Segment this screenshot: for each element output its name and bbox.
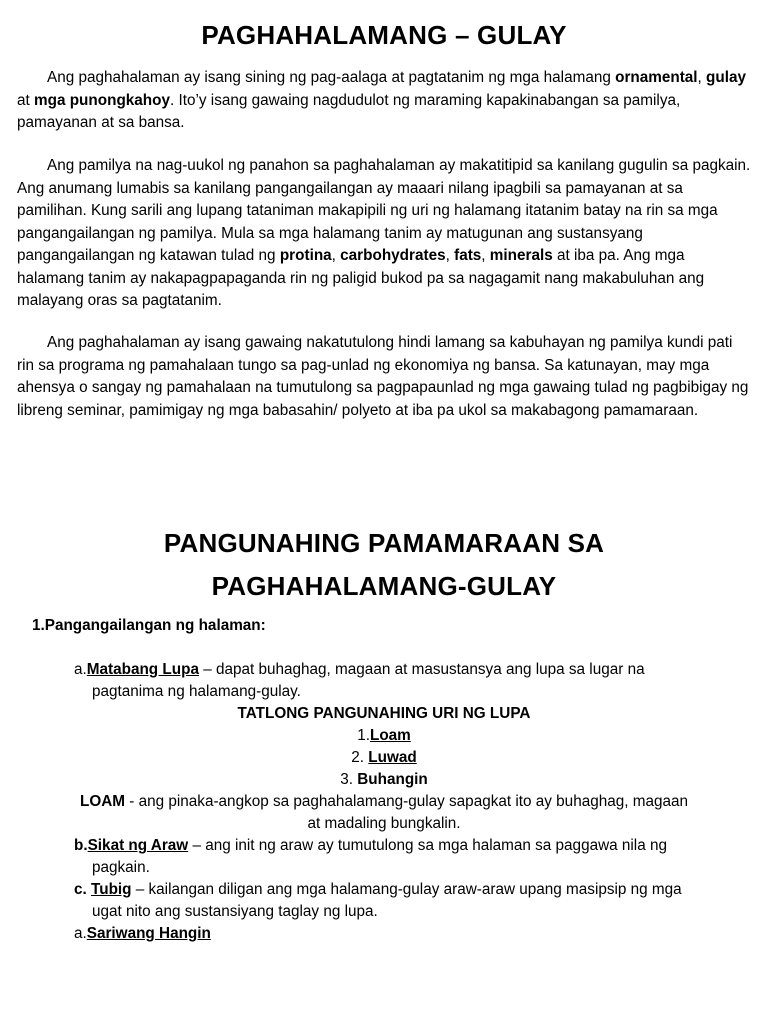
text: ,: [481, 247, 490, 264]
item-term: Sikat ng Araw: [87, 837, 189, 854]
soil-heading: TATLONG PANGUNAHING URI NG LUPA: [237, 705, 531, 722]
item-term: Matabang Lupa: [86, 661, 199, 678]
item-term: Tubig: [91, 881, 132, 898]
bold-term: gulay: [706, 69, 746, 86]
item-c-line2: ugat nito ang sustansiyang taglay ng lupa.: [92, 903, 378, 920]
text: . Ito’y isang gawaing nagdudulot ng maraming kapakinabangan sa pamilya, pamayanan at sa bansa.: [17, 91, 681, 131]
soil-name: Luwad: [368, 749, 417, 766]
bold-term: fats: [454, 247, 482, 264]
soil-item: [0, 769, 768, 791]
soil-number: 1.: [357, 727, 370, 744]
text: ,: [697, 69, 707, 86]
text: Ang paghahalaman ay isang sining ng pag-aalaga at pagtatanim ng mga halamang: [47, 69, 616, 86]
item-b-line2: pagkain.: [92, 859, 150, 876]
item-term: Sariwang Hangin: [86, 925, 211, 942]
loam-term: LOAM: [79, 793, 126, 810]
soil-number: 3.: [340, 771, 358, 788]
item-d-line1: [74, 923, 211, 945]
item-text: – kailangan diligan ang mga halamang-gulay araw-araw upang masipsip ng mga: [131, 881, 682, 898]
bold-term: ornamental: [615, 69, 698, 86]
item-marker: c.: [74, 881, 92, 898]
soil-number: 2.: [351, 749, 369, 766]
loam-definition-line2: at madaling bungkalin.: [307, 815, 461, 832]
text: ,: [331, 247, 341, 264]
bold-term: mga punongkahoy: [34, 91, 170, 109]
section-title: [0, 522, 768, 608]
list-item-1: 1.Pangangailangan ng halaman:: [32, 617, 266, 634]
section-title-line2: PAGHAHALAMANG-GULAY: [211, 571, 557, 601]
bold-term: carbohydrates: [340, 247, 446, 264]
item-marker: a.: [74, 925, 87, 942]
bold-term: minerals: [489, 247, 553, 264]
item-a-line2: pagtanima ng halamang-gulay.: [92, 683, 301, 700]
item-c-line1: [74, 879, 682, 901]
loam-text: - ang pinaka-angkop sa paghahalamang-gulay sapagkat ito ay buhaghag, magaan: [125, 793, 689, 810]
paragraph-intro: [17, 67, 753, 135]
soil-item: [0, 747, 768, 769]
item-marker: b.: [74, 837, 88, 854]
item-text: – dapat buhaghag, magaan at masustansya ang lupa sa lugar na: [198, 661, 645, 678]
soil-name: Buhangin: [357, 771, 428, 788]
paragraph-family: [17, 155, 753, 313]
item-a-line1: [74, 659, 645, 681]
paragraph-economy: [17, 332, 753, 422]
text: at iba pa. Ang mga halamang tanim ay nakapagpapaganda rin ng paligid bukod pa sa nagagamit nang makabuluhan ang malayang oras sa pagtatanim.: [17, 247, 705, 309]
text: at: [17, 91, 35, 109]
text: ,: [445, 247, 455, 264]
item-marker: a.: [74, 661, 87, 678]
bold-term: protina: [279, 247, 332, 264]
page-title: PAGHAHALAMANG – GULAY: [201, 20, 567, 50]
soil-name: Loam: [369, 727, 411, 744]
item-text: – ang init ng araw ay tumutulong sa mga halaman sa paggawa nila ng: [188, 837, 667, 854]
loam-definition-line1: [0, 791, 768, 813]
section-title-line1: PANGUNAHING PAMAMARAAN SA: [163, 528, 605, 558]
text: Ang pamilya na nag-uukol ng panahon sa paghahalaman ay makatitipid sa kanilang gugulin sa pagkain. Ang anumang lumabis sa kanilang pangangailangan ay maaari nilang ipagbili sa pamayanan at sa pamilihan. Kung sarili ang lupang tataniman makapipili ng uri ng halamang itatanim batay na rin sa mga pangangailangan ng pamilya. Mula sa mga halamang tanim ay matugunan ang sustansyang pangangailangan ng katawan tulad ng: [17, 157, 751, 264]
soil-item: [0, 725, 768, 747]
text: Ang paghahalaman ay isang gawaing nakatutulong hindi lamang sa kabuhayan ng pamilya kundi pati rin sa programa ng pamahalaan tungo sa pag-unlad ng ekonomiya ng bansa. Sa katunayan, may mga ahensya o sangay ng pamahalaan na tumutulong sa pagpapaunlad ng mga gawaing tulad ng pagbibigay ng libreng seminar, pamimigay ng mga babasahin/ polyeto at iba pa ukol sa makabagong pamamaraan.: [17, 334, 749, 419]
item-b-line1: [74, 835, 667, 857]
